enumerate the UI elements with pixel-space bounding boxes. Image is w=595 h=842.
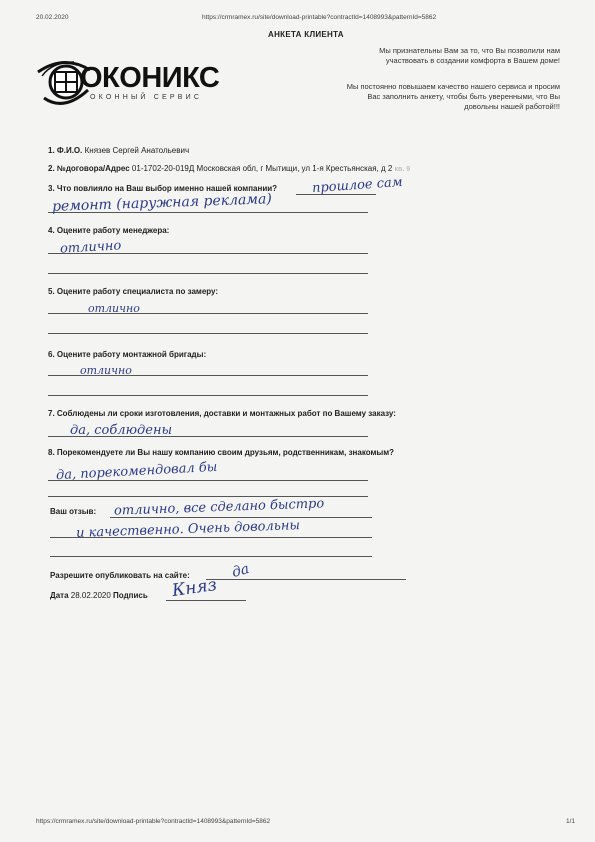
date-value: 28.02.2020 xyxy=(70,591,111,600)
answer-line xyxy=(48,333,368,334)
field-fio-value: Князев Сергей Анатольевич xyxy=(84,146,190,155)
footer-url[interactable]: https://crmramex.ru/site/download-printable?contractId=1408993&patternId=5862 xyxy=(36,818,271,825)
question-8-answer[interactable]: да, порекомендовал бы xyxy=(55,459,218,484)
question-8-label: 8. Порекомендуете ли Вы нашу компанию своим друзьям, родственникам, знакомым? xyxy=(48,448,395,457)
field-fio-label: 1. Ф.И.О. xyxy=(48,146,83,155)
answer-line xyxy=(48,273,368,274)
publish-answer[interactable]: да xyxy=(230,561,252,581)
intro-line: Вас заполнить анкету, чтобы быть уверенными, что Вы xyxy=(367,92,560,101)
date-signature-row xyxy=(50,591,148,600)
review-answer-2[interactable]: и качественно. Очень довольны xyxy=(75,518,301,541)
question-7-label: 7. Соблюдены ли сроки изготовления, доставки и монтажных работ по Вашему заказу: xyxy=(48,409,396,418)
question-4-answer[interactable]: отлично xyxy=(59,238,122,257)
page-number: 1/1 xyxy=(566,818,576,825)
intro-line: довольны нашей работой!!! xyxy=(464,102,560,111)
logo-subtitle: ОКОННЫЙ СЕРВИС xyxy=(90,94,203,101)
question-5-label: 5. Оцените работу специалиста по замеру: xyxy=(48,287,219,296)
question-6-label: 6. Оцените работу монтажной бригады: xyxy=(48,350,207,359)
field-fio xyxy=(48,146,189,155)
question-3-label: 3. Что повлияло на Ваш выбор именно нашей компании? xyxy=(48,184,278,193)
question-4-label: 4. Оцените работу менеджера: xyxy=(48,226,170,235)
answer-line xyxy=(48,395,368,396)
question-3-answer-1[interactable]: прошлое сам xyxy=(311,174,403,197)
answer-line xyxy=(50,556,372,557)
intro-request xyxy=(260,82,560,112)
logo-name: ОКОНИКС xyxy=(80,62,220,94)
intro-line: участвовать в создании комфорта в Вашем доме! xyxy=(385,56,560,65)
publish-label: Разрешите опубликовать на сайте: xyxy=(50,571,190,580)
review-label: Ваш отзыв: xyxy=(50,507,97,516)
question-5-answer[interactable]: отлично xyxy=(88,302,140,315)
intro-line: Мы признательны Вам за то, что Вы позволили нам xyxy=(379,46,560,55)
field-contract-faint: кв. 9 xyxy=(394,166,411,173)
intro-line: Мы постоянно повышаем качество нашего сервиса и просим xyxy=(346,82,560,91)
print-date: 20.02.2020 xyxy=(36,14,69,21)
form-title: АНКЕТА КЛИЕНТА xyxy=(268,30,344,39)
field-contract-value: 01-1702-20-019Д Московская обл, г Мытищи, ул 1-я Крестьянская, д 2 xyxy=(131,164,393,173)
question-6-answer[interactable]: отлично xyxy=(80,364,132,377)
field-contract-label: 2. №договора/Адрес xyxy=(48,164,130,173)
signature[interactable]: Княз xyxy=(170,574,219,602)
field-contract xyxy=(48,164,410,173)
signature-label: Подпись xyxy=(113,591,148,600)
question-3-answer-2[interactable]: ремонт (наружная реклама) xyxy=(51,191,273,215)
question-7-answer[interactable]: да, соблюдены xyxy=(70,423,173,438)
company-logo xyxy=(34,50,234,110)
print-url[interactable]: https://crmramex.ru/site/download-printable?contractId=1408993&patternId=5862 xyxy=(202,14,437,21)
review-answer-1[interactable]: отлично, все сделано быстро xyxy=(113,496,325,519)
intro-thanks xyxy=(300,46,560,66)
date-label: Дата xyxy=(50,591,69,600)
